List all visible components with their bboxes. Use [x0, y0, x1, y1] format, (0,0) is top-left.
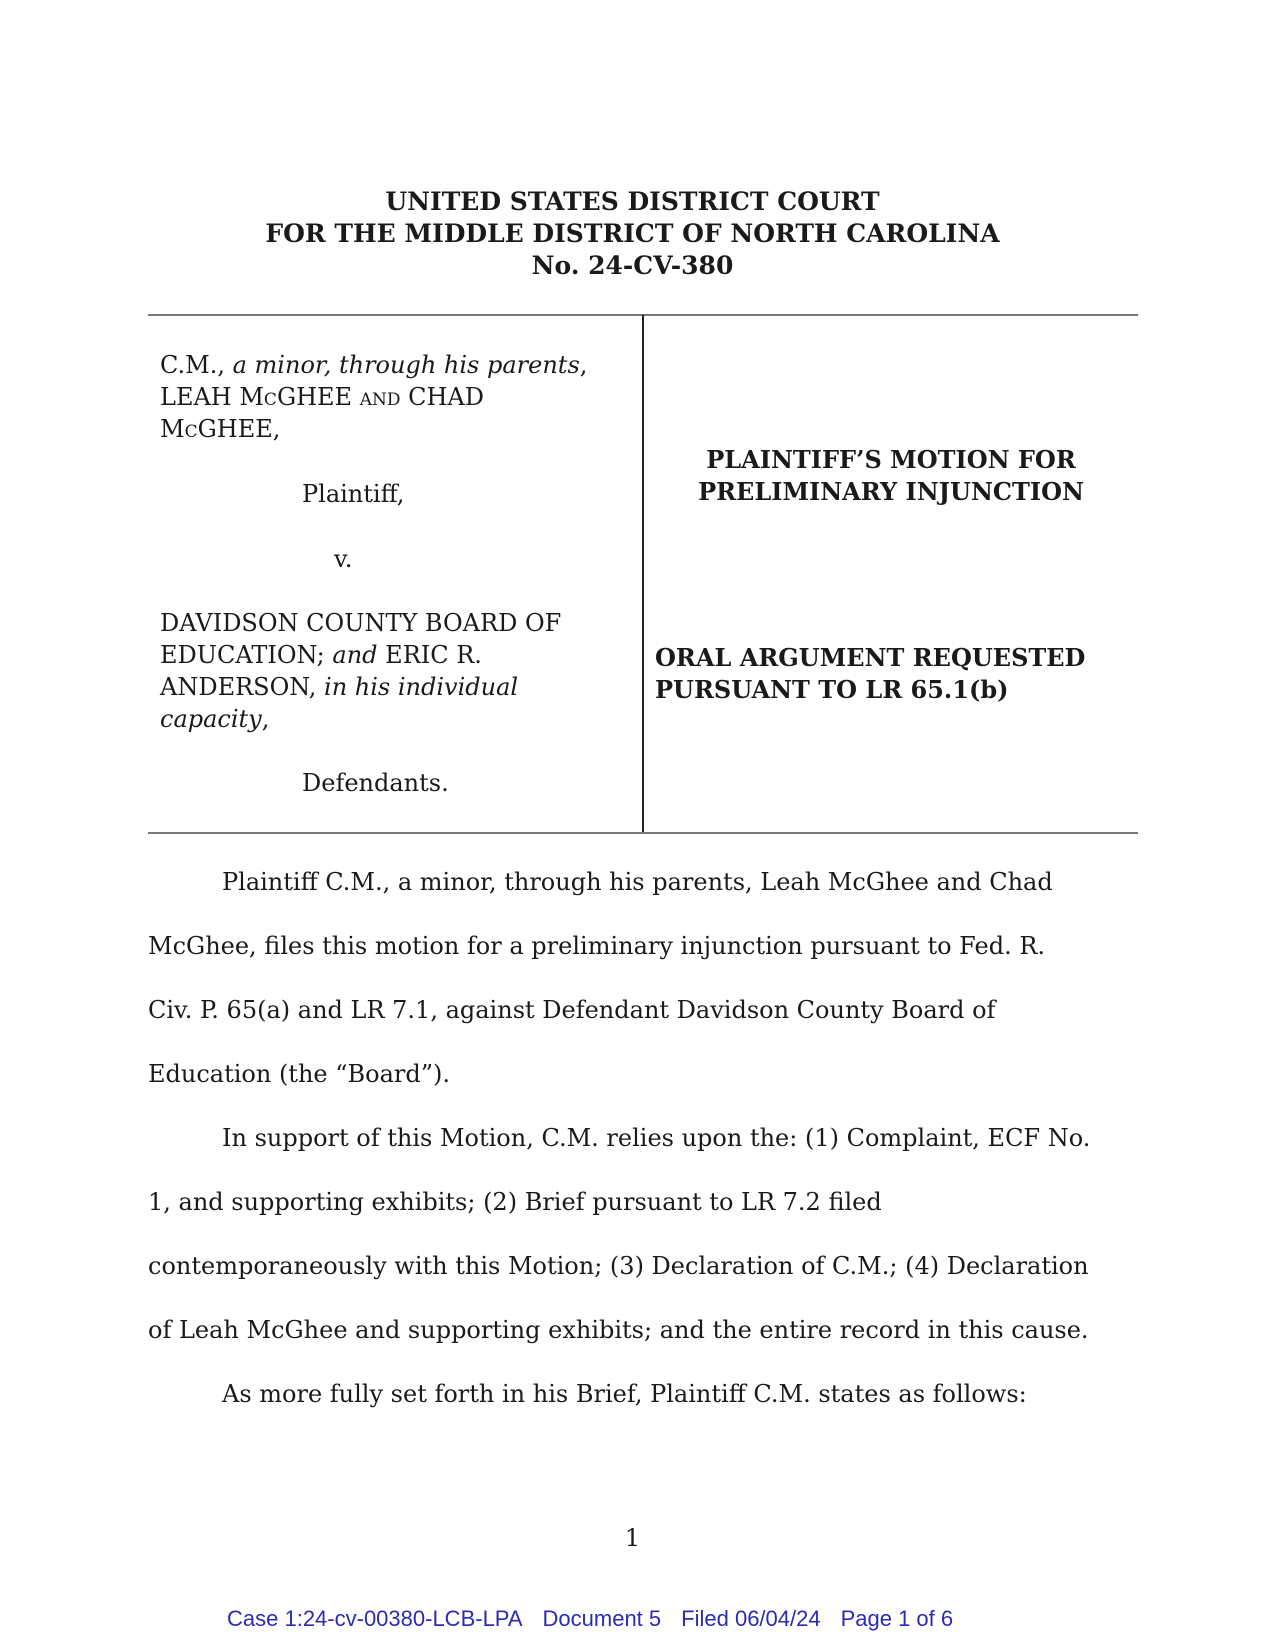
oral-argument-line-2: PURSUANT TO LR 65.1(b)	[655, 675, 1009, 704]
plaintiff-line-3	[160, 413, 280, 445]
paragraph-1-line-4: Education (the “Board”).	[148, 1060, 451, 1088]
parent-name-part: LEAH M	[160, 383, 264, 411]
defendant-line-1: DAVIDSON COUNTY BOARD OF	[160, 609, 562, 637]
parent-name-part: GHEE	[276, 383, 353, 411]
conjunction: and	[332, 641, 378, 669]
defendant-name-part: ERIC R.	[377, 641, 482, 669]
case-number: No. 24-CV-380	[531, 251, 734, 280]
comma: ,	[261, 705, 270, 733]
footer-document: Document 5	[542, 1606, 662, 1631]
motion-title-line-1: PLAINTIFF’S MOTION FOR	[706, 445, 1076, 474]
paragraph-2-line-2: 1, and supporting exhibits; (2) Brief pursuant to LR 7.2 filed	[148, 1188, 882, 1216]
plaintiff-name: C.M.,	[160, 351, 225, 379]
court-name: UNITED STATES DISTRICT COURT	[385, 187, 880, 216]
defendant-line-2	[160, 639, 482, 671]
paragraph-1-line-2: McGhee, files this motion for a preliminary injunction pursuant to Fed. R.	[148, 932, 1046, 960]
footer-case: Case 1:24-cv-00380-LCB-LPA	[227, 1606, 523, 1631]
paragraph-2-line-1: In support of this Motion, C.M. relies upon the: (1) Complaint, ECF No.	[222, 1124, 1091, 1152]
paragraph-3-line-1: As more fully set forth in his Brief, Plaintiff C.M. states as follows:	[222, 1380, 1027, 1408]
caption-divider	[642, 315, 644, 833]
paragraph-2-line-3: contemporaneously with this Motion; (3) Declaration of C.M.; (4) Declaration	[148, 1252, 1089, 1280]
paragraph-1-line-3: Civ. P. 65(a) and LR 7.1, against Defendant Davidson County Board of	[148, 996, 996, 1024]
plaintiff-line-1	[160, 349, 587, 381]
court-district: FOR THE MIDDLE DISTRICT OF NORTH CAROLINA	[265, 219, 1000, 248]
oral-argument-line-1: ORAL ARGUMENT REQUESTED	[655, 643, 1086, 672]
defendant-role: Defendants.	[302, 769, 449, 797]
defendant-line-3	[160, 671, 518, 703]
comma: ,	[579, 351, 588, 379]
parent-name-part: c	[184, 415, 198, 443]
parent-name-part: GHEE,	[197, 415, 281, 443]
paragraph-2-line-4: of Leah McGhee and supporting exhibits; and the entire record in this cause.	[148, 1316, 1089, 1344]
defendant-descriptor: in his individual	[324, 673, 519, 701]
paragraph-1-line-1: Plaintiff C.M., a minor, through his parents, Leah McGhee and Chad	[222, 868, 1053, 896]
defendant-name-part: ANDERSON,	[160, 673, 325, 701]
conjunction: and	[352, 383, 409, 411]
ecf-footer	[227, 1606, 973, 1632]
motion-title-line-2: PRELIMINARY INJUNCTION	[698, 477, 1084, 506]
footer-filed: Filed 06/04/24	[681, 1606, 821, 1631]
parent-name-part: CHAD	[408, 383, 484, 411]
defendant-descriptor: capacity	[160, 705, 262, 733]
parent-name-part: c	[263, 383, 277, 411]
caption-bottom-rule	[148, 832, 1138, 834]
defendant-name-part: EDUCATION;	[160, 641, 333, 669]
plaintiff-role: Plaintiff,	[302, 480, 405, 508]
parent-name-part: M	[160, 415, 185, 443]
footer-page: Page 1 of 6	[840, 1606, 954, 1631]
page-number: 1	[624, 1524, 641, 1552]
plaintiff-descriptor: a minor, through his parents	[232, 351, 580, 379]
defendant-line-4	[160, 703, 269, 735]
plaintiff-line-2	[160, 381, 484, 413]
versus: v.	[334, 545, 353, 573]
